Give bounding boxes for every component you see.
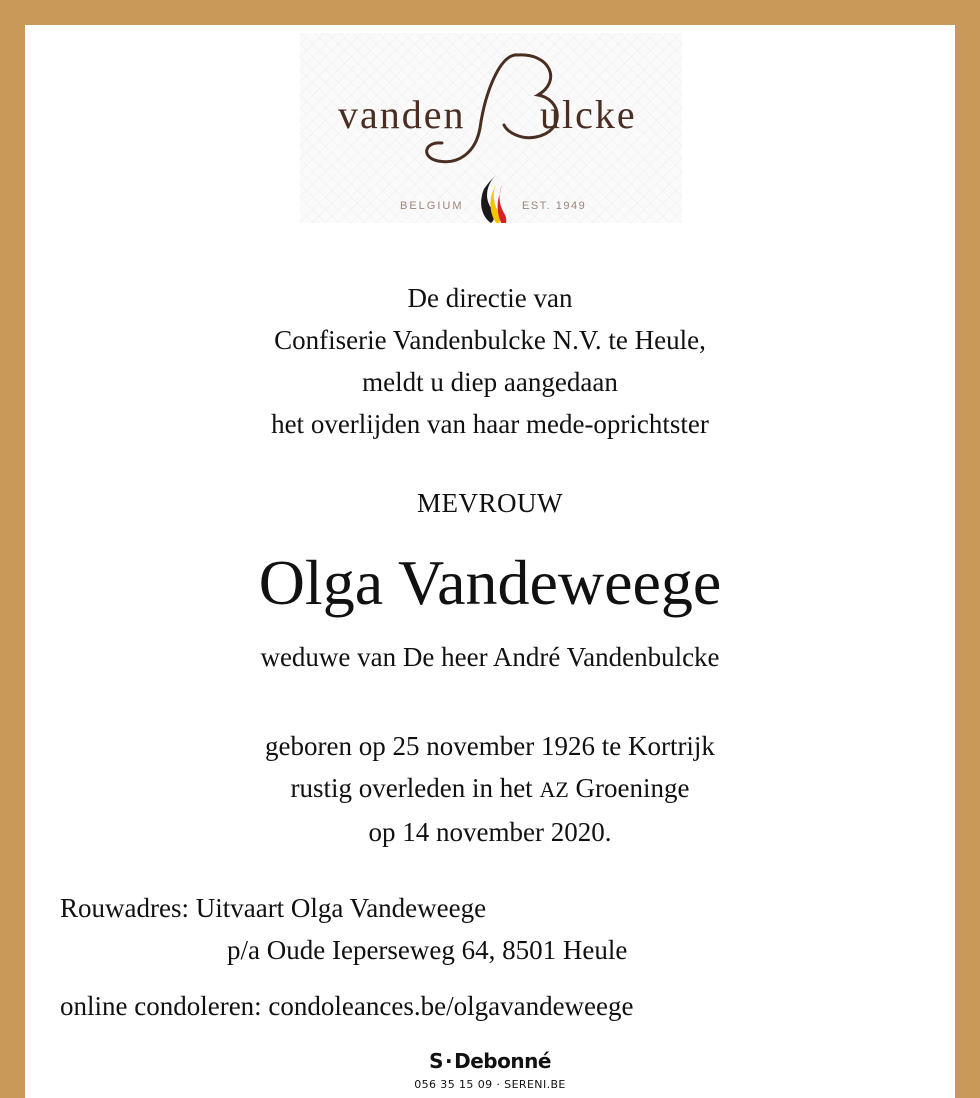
logo-suffix: ulcke bbox=[540, 92, 637, 137]
death-suffix: Groeninge bbox=[568, 773, 690, 803]
mourning-address-line2: p/a Oude Ieperseweg 64, 8501 Heule bbox=[227, 935, 628, 965]
intro-line: Confiserie Vandenbulcke N.V. te Heule, bbox=[274, 325, 706, 355]
mourning-address-line1: Rouwadres: Uitvaart Olga Vandeweege bbox=[60, 893, 487, 923]
intro-line: De directie van bbox=[407, 283, 573, 313]
birth-line: geboren op 25 november 1926 te Kortrijk bbox=[265, 731, 715, 761]
vandenbulcke-logo bbox=[300, 33, 682, 223]
intro-line: het overlijden van haar mede-oprichtster bbox=[271, 409, 709, 439]
death-date-line: op 14 november 2020. bbox=[368, 817, 612, 847]
widow-line: weduwe van De heer André Vandenbulcke bbox=[260, 642, 720, 672]
honorific: MEVROUW bbox=[417, 488, 563, 518]
online-condolence-link[interactable]: online condoleren: condoleances.be/olgavandeweege bbox=[60, 991, 634, 1021]
intro-line: meldt u diep aangedaan bbox=[362, 367, 618, 397]
hospital-abbr: AZ bbox=[539, 777, 569, 802]
funeral-home-contact[interactable]: 056 35 15 09 · SERENI.BE bbox=[414, 1078, 566, 1091]
obituary-card bbox=[25, 25, 955, 1098]
death-line bbox=[25, 767, 955, 811]
dates-text bbox=[25, 725, 955, 853]
funeral-home-dot: · bbox=[445, 1049, 453, 1073]
logo-country: BELGIUM bbox=[400, 200, 464, 212]
funeral-home-initial: S bbox=[429, 1049, 444, 1073]
funeral-home-logo bbox=[380, 1049, 600, 1073]
death-prefix: rustig overleden in het bbox=[290, 773, 540, 803]
belgian-flame-icon bbox=[481, 175, 506, 223]
logo-prefix: vanden bbox=[338, 92, 466, 137]
intro-text bbox=[25, 277, 955, 445]
deceased-name: Olga Vandeweege bbox=[258, 547, 722, 618]
funeral-home-name: Debonné bbox=[454, 1049, 551, 1073]
logo-established: EST. 1949 bbox=[522, 200, 587, 212]
vandenbulcke-logo-graphic bbox=[300, 33, 682, 223]
